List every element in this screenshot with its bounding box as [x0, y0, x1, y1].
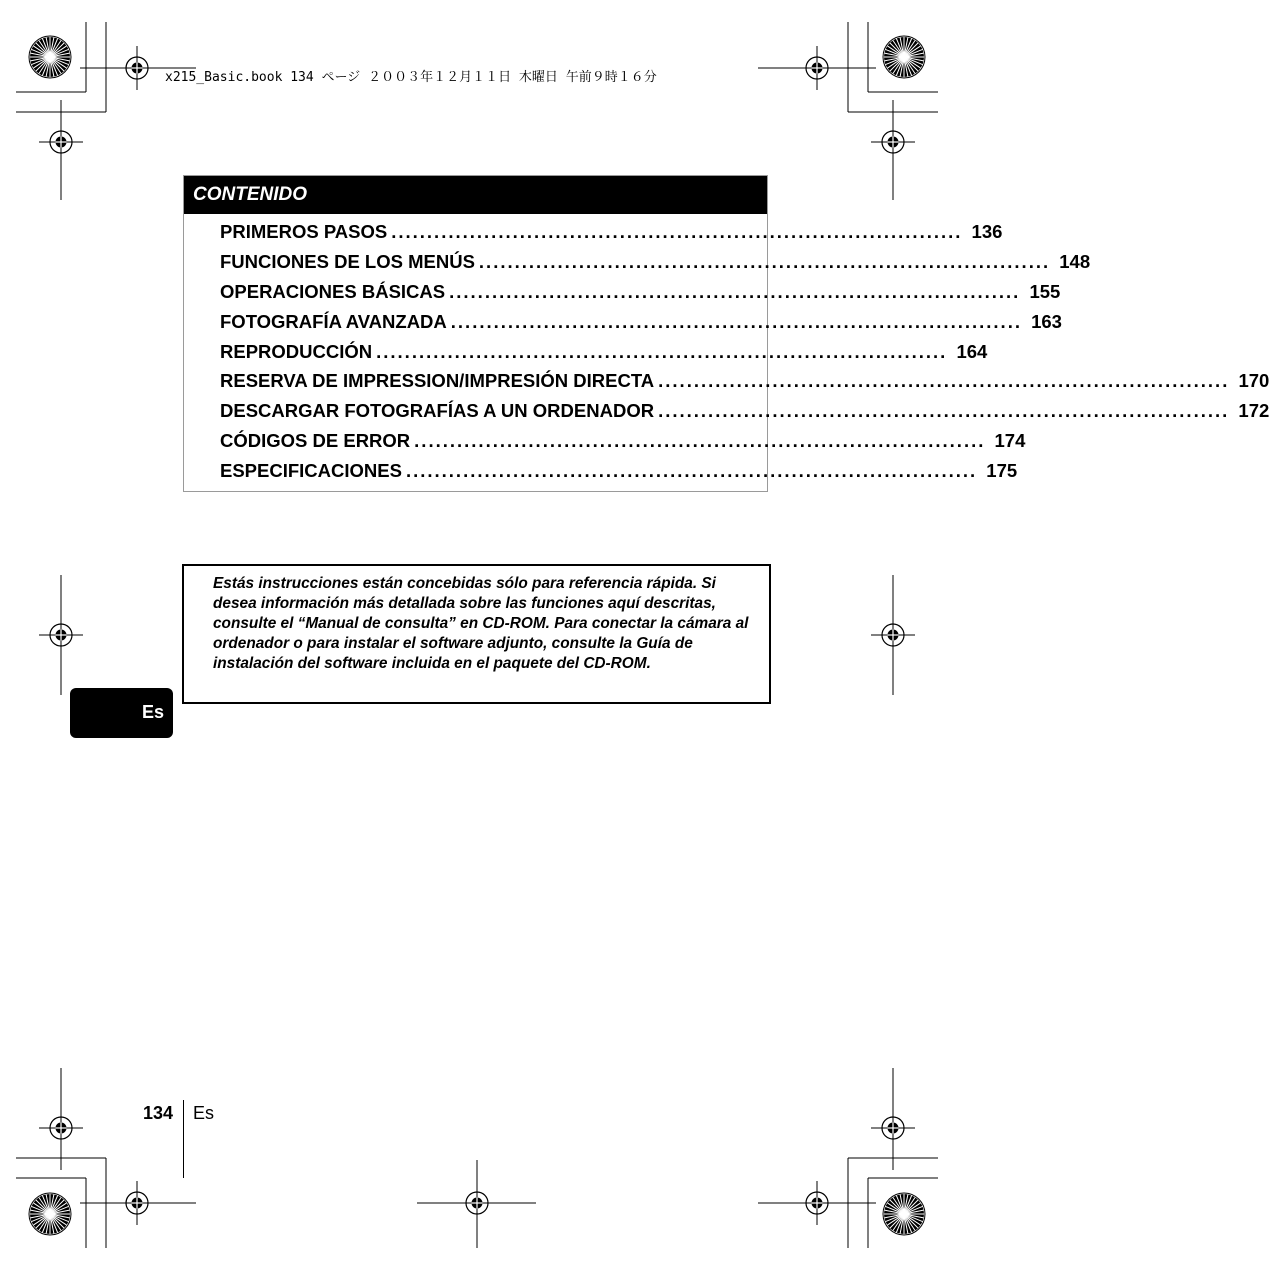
toc-entry[interactable] — [220, 221, 1003, 251]
toc-entry[interactable] — [220, 460, 1018, 490]
toc-leader-dots: ................................................................................ — [478, 250, 1051, 272]
toc-entry-label: REPRODUCCIÓN — [220, 340, 373, 362]
toc-entry[interactable] — [220, 280, 1061, 311]
language-tab-label: Es — [141, 702, 164, 722]
reference-note-box: Estás instrucciones están concebidas sólo para referencia rápida. Si desea información más detallada sobre las funciones aquí descritas, consulte el “Manual de consulta” en CD-ROM. Para conectar la cámara al ordenador o para instalar el software adjunto, consulte la Guía de instalación del software incluida en el paquete del CD-ROM. — [182, 564, 771, 704]
toc-entry[interactable] — [220, 310, 1062, 341]
table-of-contents — [183, 175, 1269, 492]
toc-leader-dots: ................................................................................ — [658, 370, 1230, 392]
print-slug-line: x215_Basic.book 134 ページ ２００３年１２月１１日 木曜日 午前９時１６分 — [165, 70, 657, 85]
toc-leader-dots: ................................................................................ — [450, 310, 1022, 332]
footer-divider — [183, 1100, 184, 1178]
toc-title: CONTENIDO — [184, 176, 767, 214]
toc-entry-page: 148 — [1059, 250, 1091, 272]
toc-entry[interactable] — [220, 340, 988, 371]
toc-entry-page: 172 — [1238, 400, 1269, 422]
toc-entry[interactable] — [220, 250, 1091, 281]
toc-entry-label: PRIMEROS PASOS — [220, 221, 388, 242]
toc-entry-page: 136 — [971, 221, 1003, 242]
toc-entry-label: FOTOGRAFÍA AVANZADA — [220, 310, 447, 332]
toc-entry-page: 174 — [994, 430, 1026, 452]
toc-leader-dots: ................................................................................ — [658, 400, 1230, 422]
toc-entry-label: DESCARGAR FOTOGRAFÍAS A UN ORDENADOR — [220, 400, 655, 422]
page-number: 134 — [143, 1103, 174, 1123]
toc-entry[interactable] — [220, 430, 1026, 460]
toc-entry[interactable] — [220, 370, 1269, 400]
toc-entry-label: CÓDIGOS DE ERROR — [220, 430, 411, 452]
toc-leader-dots: ................................................................................ — [391, 221, 963, 242]
toc-entry-page: 164 — [956, 340, 988, 362]
language-tab — [70, 688, 173, 738]
toc-entry-label: FUNCIONES DE LOS MENÚS — [220, 250, 475, 272]
toc-entry-label: ESPECIFICACIONES — [220, 460, 402, 482]
toc-list — [220, 221, 1269, 490]
toc-entry-page: 175 — [986, 460, 1018, 482]
toc-entry-label: OPERACIONES BÁSICAS — [220, 280, 446, 302]
toc-entry-page: 170 — [1238, 370, 1269, 392]
footer-language: Es — [193, 1103, 215, 1123]
toc-entry[interactable] — [220, 400, 1269, 430]
toc-leader-dots: ................................................................................ — [414, 430, 986, 452]
toc-leader-dots: ................................................................................ — [405, 460, 978, 482]
toc-leader-dots: ................................................................................ — [449, 280, 1021, 302]
toc-entry-page: 163 — [1031, 310, 1062, 332]
toc-leader-dots: ................................................................................ — [376, 340, 948, 362]
toc-entry-page: 155 — [1029, 280, 1061, 302]
toc-entry-label: RESERVA DE IMPRESSION/IMPRESIÓN DIRECTA — [220, 370, 655, 392]
